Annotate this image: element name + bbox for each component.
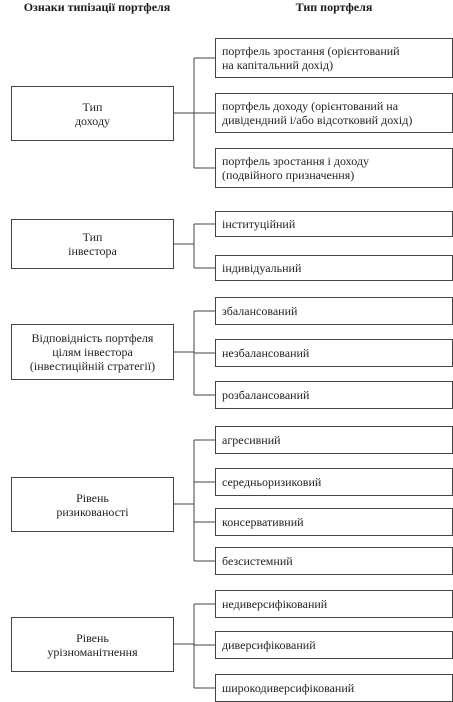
type-individual [215, 255, 453, 281]
type-label: широкодиверсифікований [222, 681, 355, 695]
type-label: індивідуальний [222, 261, 302, 275]
category-diversification-level [11, 617, 174, 672]
category-risk-level [11, 477, 174, 532]
type-label: диверсифікований [222, 638, 316, 652]
type-label: консервативний [222, 515, 304, 529]
type-label: недиверсифікований [222, 597, 328, 611]
type-growth-portfolio [215, 38, 453, 78]
type-label: збалансований [222, 304, 298, 318]
type-label: портфель зростання і доходу (подвійного призначення) [222, 154, 369, 182]
category-investor-type [11, 219, 174, 269]
type-unsystematic [215, 547, 453, 575]
type-label: портфель доходу (орієнтований на дивідендний і/або відсотковий дохід) [222, 99, 413, 127]
type-label: безсистемний [222, 554, 293, 568]
type-moderate-risk [215, 468, 453, 496]
type-label: незбалансований [222, 346, 310, 360]
category-label: Рівень ризикованості [56, 490, 129, 519]
category-label: Відповідність портфеля цілям інвестора (інвестиційній стратегії) [29, 331, 156, 373]
header-classification-features: Ознаки типізації портфеля [23, 0, 171, 14]
header-portfolio-type: Тип портфеля [295, 0, 373, 14]
type-label: агресивний [222, 433, 281, 447]
category-strategy-compliance [11, 324, 174, 380]
type-unbalanced [215, 339, 453, 367]
category-label: Рівень урізноманітнення [47, 630, 138, 659]
category-income-type [11, 86, 174, 141]
type-growth-and-income-portfolio [215, 148, 453, 188]
type-aggressive [215, 426, 453, 454]
type-label: розбалансований [222, 388, 310, 402]
type-diversified [215, 631, 453, 659]
type-undiversified [215, 590, 453, 618]
type-widely-diversified [215, 674, 453, 702]
type-institutional [215, 211, 453, 237]
type-balanced [215, 297, 453, 325]
type-conservative [215, 508, 453, 536]
type-label: середньоризиковий [222, 475, 322, 489]
category-label: Тип інвестора [68, 230, 117, 258]
category-label: Тип доходу [74, 99, 111, 128]
type-label: інституційний [222, 217, 296, 231]
type-disbalanced [215, 381, 453, 409]
type-label: портфель зростання (орієнтований на капітальний дохід) [222, 44, 400, 72]
type-income-portfolio [215, 93, 453, 133]
